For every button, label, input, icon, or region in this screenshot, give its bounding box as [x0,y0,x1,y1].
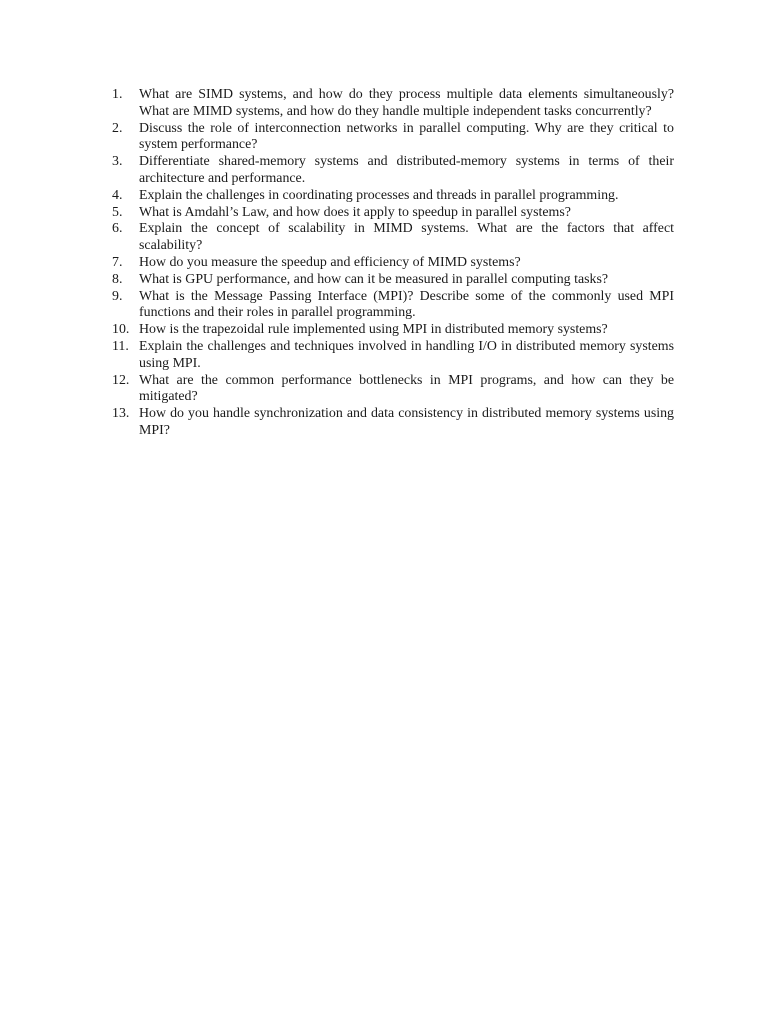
list-item [112,221,674,255]
list-item-number: 1. [112,87,123,102]
list-item-number: 3. [112,154,123,170]
list-item-number: 7. [112,254,123,270]
list-item-number: 4. [112,187,123,203]
list-item-text: Discuss the role of interconnection networks in parallel computing. Why are they critical to system performance? [139,120,674,153]
list-item-number: 6. [112,221,123,237]
list-item-number: 10. [112,322,130,338]
list-item [112,373,674,407]
question-list [112,87,674,440]
list-item-text: Explain the challenges in coordinating processes and threads in parallel programming. [139,187,619,203]
list-item [112,87,674,121]
list-item [112,255,674,272]
list-item-text: What are SIMD systems, and how do they process multiple data elements simultaneously? What are MIMD systems, and how do they handle multiple independent tasks concurrently? [139,87,674,119]
list-item-text: How is the trapezoidal rule implemented using MPI in distributed memory systems? [139,322,608,338]
list-item-text: What is Amdahl’s Law, and how does it apply to speedup in parallel systems? [139,204,571,220]
list-item-text: How do you handle synchronization and data consistency in distributed memory systems using MPI? [139,406,674,438]
list-item-number: 2. [112,120,123,136]
list-item-number: 11. [112,338,129,354]
list-item-number: 13. [112,406,130,422]
list-item-text: What is GPU performance, and how can it be measured in parallel computing tasks? [139,271,609,287]
list-item [112,339,674,373]
list-item-number: 8. [112,271,123,287]
list-item-text: Differentiate shared-memory systems and distributed-memory systems in terms of their architecture and performance. [139,154,674,186]
list-item-text: Explain the concept of scalability in MIMD systems. What are the factors that affect scalability? [139,221,674,254]
list-item-text: What are the common performance bottlenecks in MPI programs, and how can they be mitigated? [139,372,674,405]
list-item [112,406,674,440]
list-item-number: 5. [112,204,123,220]
list-item-number: 9. [112,288,123,304]
list-item-text: How do you measure the speedup and efficiency of MIMD systems? [139,254,521,270]
list-item-text: What is the Message Passing Interface (MPI)? Describe some of the commonly used MPI functions and their roles in parallel programming. [139,288,674,321]
list-item-text: Explain the challenges and techniques involved in handling I/O in distributed memory systems using MPI. [139,338,674,371]
list-item [112,322,674,339]
list-item [112,289,674,323]
list-item [112,205,674,222]
list-item [112,272,674,289]
list-item-number: 12. [112,372,130,388]
list-item [112,188,674,205]
list-item [112,121,674,155]
list-item [112,154,674,188]
